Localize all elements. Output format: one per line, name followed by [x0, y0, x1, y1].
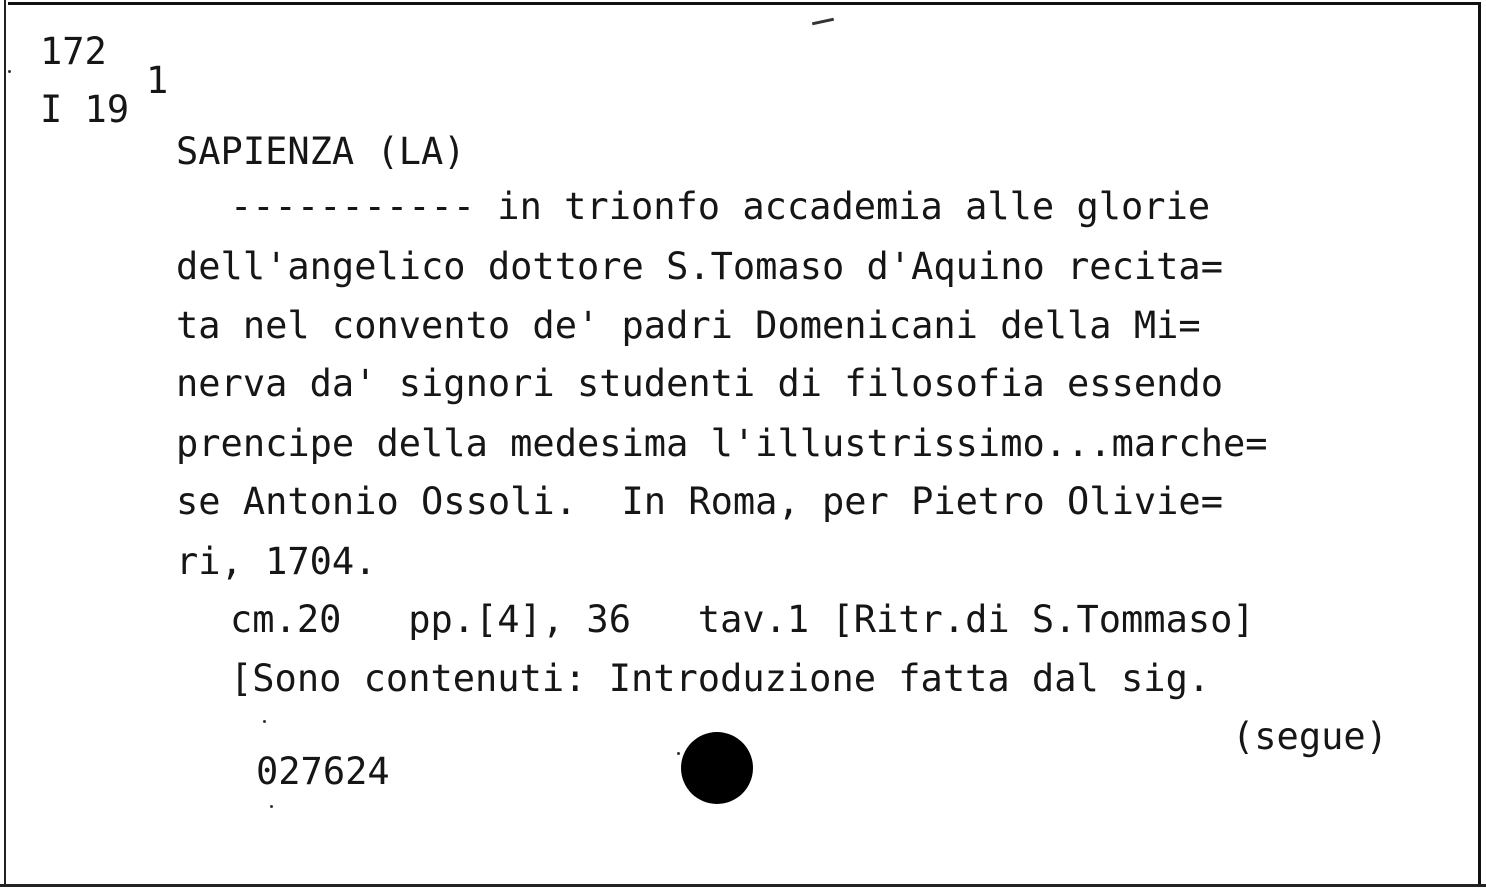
call-number-superscript: 1 — [146, 59, 169, 102]
contents-note: [Sono contenuti: Introduzione fatta dal sig. — [230, 657, 1211, 700]
pen-mark — [812, 18, 834, 26]
body-line-5: prencipe della medesima l'illustrissimo...marche= — [176, 422, 1268, 465]
body-line-4: nerva da' signori studenti di filosofia essendo — [176, 362, 1223, 405]
card-border-right — [1478, 2, 1481, 886]
body-line-2: dell'angelico dottore S.Tomaso d'Aquino recita= — [176, 245, 1223, 288]
speck — [8, 70, 11, 73]
speck — [677, 752, 680, 755]
punch-hole-dot — [681, 732, 753, 804]
record-number: 027624 — [256, 750, 390, 793]
call-number-line1: 172 — [40, 30, 107, 73]
body-line-7: ri, 1704. — [176, 540, 377, 583]
card-heading: SAPIENZA (LA) — [176, 130, 466, 173]
card-border-left — [4, 0, 6, 886]
continuation-note: (segue) — [1232, 715, 1388, 758]
physical-description: cm.20 pp.[4], 36 tav.1 [Ritr.di S.Tommaso] — [230, 598, 1255, 641]
card-border-bottom — [0, 884, 1486, 887]
card-border-top — [8, 2, 1480, 5]
speck — [263, 720, 266, 723]
body-line-6: se Antonio Ossoli. In Roma, per Pietro Olivie= — [176, 480, 1223, 523]
call-number-line2: I 19 — [40, 88, 130, 131]
speck — [270, 805, 273, 808]
body-line-3: ta nel convento de' padri Domenicani della Mi= — [176, 304, 1201, 347]
body-line-1: ----------- in trionfo accademia alle glorie — [230, 185, 1211, 228]
